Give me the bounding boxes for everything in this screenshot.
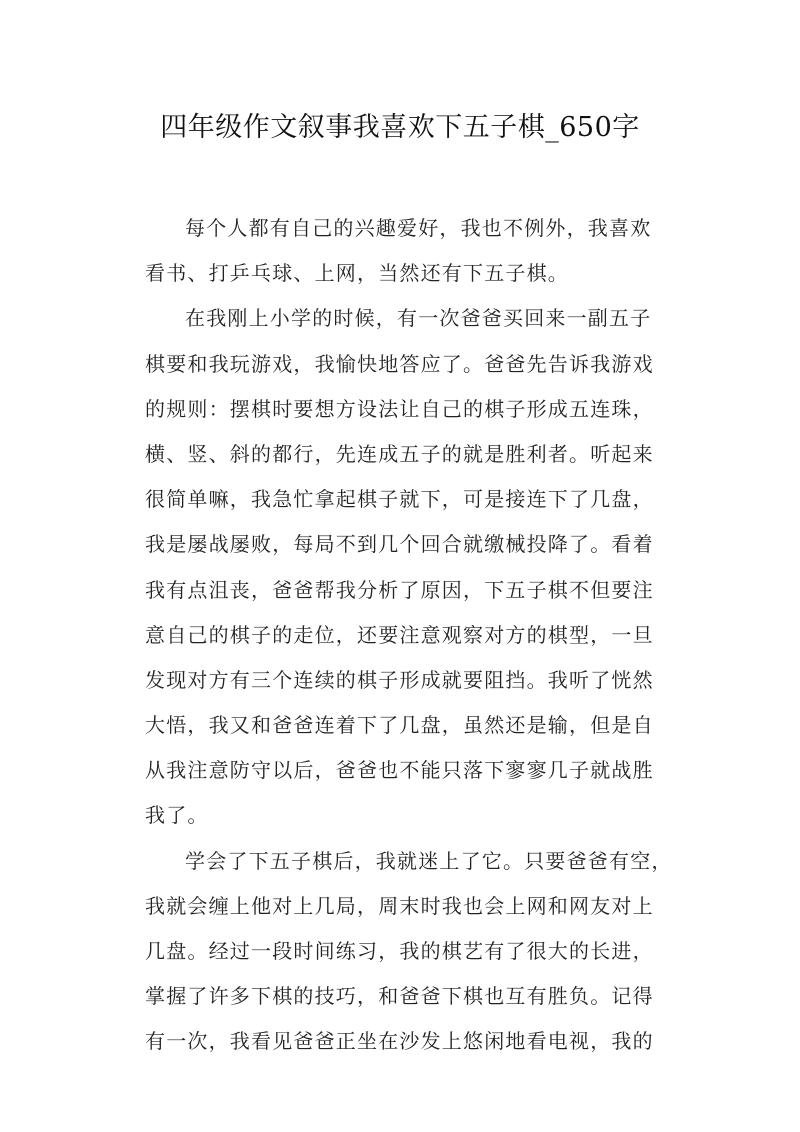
paragraph-line: 横、竖、斜的都行，先连成五子的就是胜利者。听起来 xyxy=(145,441,654,466)
paragraph-line: 从我注意防守以后，爸爸也不能只落下寥寥几子就战胜 xyxy=(145,758,654,783)
paragraph-line: 在我刚上小学的时候，有一次爸爸买回来一副五子 xyxy=(185,306,652,331)
paragraph-line: 有一次，我看见爸爸正坐在沙发上悠闲地看电视，我的 xyxy=(145,1029,654,1054)
paragraph-line: 大悟，我又和爸爸连着下了几盘，虽然还是输，但是自 xyxy=(145,713,654,738)
paragraph-line: 我了。 xyxy=(145,803,209,828)
document-title: 四年级作文叙事我喜欢下五子棋_650字 xyxy=(160,112,640,143)
paragraph-line: 棋要和我玩游戏，我愉快地答应了。爸爸先告诉我游戏 xyxy=(145,351,654,376)
paragraph-line: 掌握了许多下棋的技巧，和爸爸下棋也互有胜负。记得 xyxy=(145,984,654,1009)
paragraph-line: 看书、打乒乓球、上网，当然还有下五子棋。 xyxy=(145,261,569,286)
paragraph-line: 几盘。经过一段时间练习，我的棋艺有了很大的长进， xyxy=(145,939,654,963)
paragraph-line: 学会了下五子棋后，我就迷上了它。只要爸爸有空， xyxy=(185,848,673,873)
document-body xyxy=(145,206,673,1065)
paragraph-line: 的规则：摆棋时要想方设法让自己的棋子形成五连珠， xyxy=(145,396,654,421)
paragraph-line: 我就会缠上他对上几局，周末时我也会上网和网友对上 xyxy=(145,893,654,918)
paragraph-line: 我是屡战屡败，每局不到几个回合就缴械投降了。看着 xyxy=(145,532,654,557)
paragraph-line: 意自己的棋子的走位，还要注意观察对方的棋型，一旦 xyxy=(145,622,654,647)
paragraph-line: 很简单嘛，我急忙拿起棋子就下，可是接连下了几盘， xyxy=(145,487,654,512)
paragraph-line: 我有点沮丧，爸爸帮我分析了原因，下五子棋不但要注 xyxy=(145,577,654,602)
paragraph-line: 发现对方有三个连续的棋子形成就要阻挡。我听了恍然 xyxy=(145,667,654,692)
paragraph-line: 每个人都有自己的兴趣爱好，我也不例外，我喜欢 xyxy=(185,216,652,240)
